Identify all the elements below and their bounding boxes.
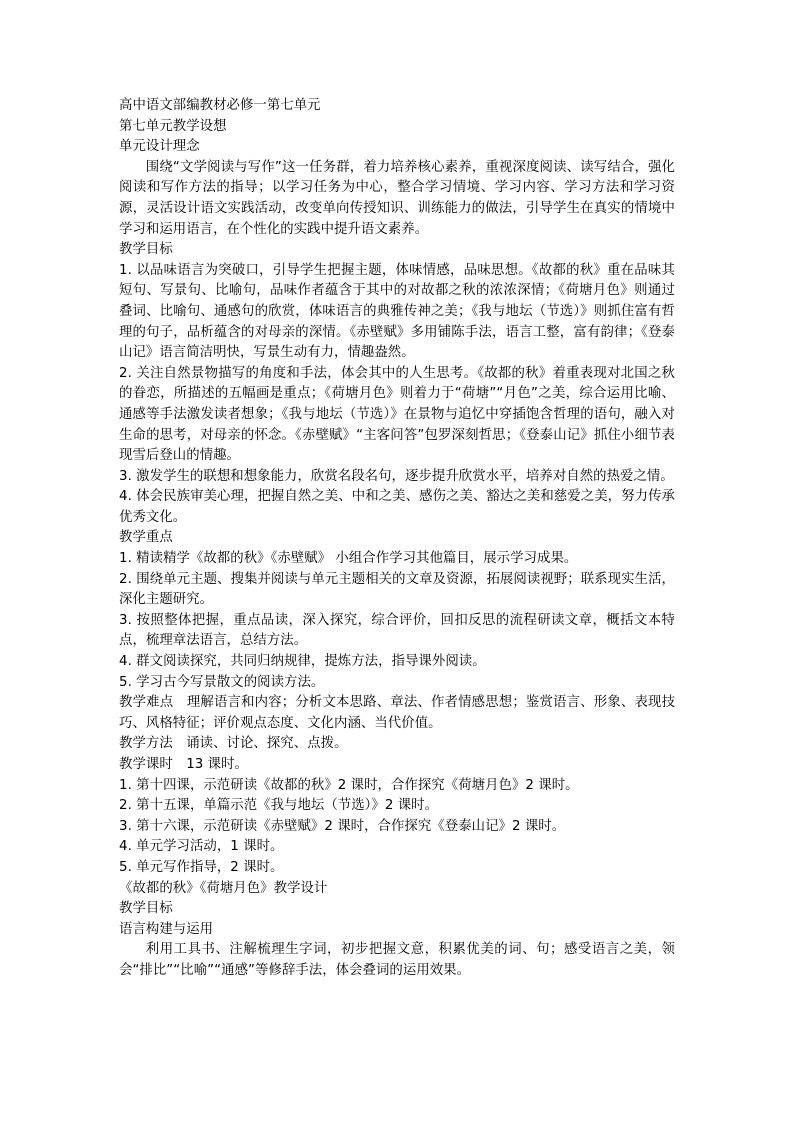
schedule-item: 1. 第十四课，示范研读《故都的秋》2 课时，合作探究《荷塘月色》2 课时。 [119, 777, 579, 793]
method-text: 诵读、讨论、探究、点拨。 [186, 736, 348, 752]
method-label: 教学方法 [119, 736, 173, 752]
key-point-item: 4. 群文阅读探究，共同归纳规律，提炼方法，指导课外阅读。 [119, 654, 486, 670]
key-point-item: 5. 学习古今写景散文的阅读方法。 [119, 674, 325, 690]
key-point-item: 2. 围绕单元主题、搜集并阅读与单元主题相关的文章及资源，拓展阅读视野；联系现实生活，深化主题研究。 [119, 571, 675, 608]
schedule-item: 2. 第十五课，单篇示范《我与地坛（节选）》2 课时。 [119, 798, 439, 814]
schedule-item: 3. 第十六课，示范研读《赤壁赋》2 课时，合作探究《登泰山记》2 课时。 [119, 818, 566, 834]
hours-paragraph [119, 755, 675, 776]
schedule-item: 5. 单元写作指导，2 课时。 [119, 859, 284, 875]
language-paragraph: 利用工具书、注解梳理生字词，初步把握文意，积累优美的词、句；感受语言之美，领会“排比”“比喻”“通感”等修辞手法，体会叠词的运用效果。 [119, 942, 675, 978]
document-page [119, 96, 675, 982]
lesson-objectives-heading: 教学目标 [119, 901, 173, 917]
key-point-item: 1. 精读精学《故都的秋》《赤壁赋》 小组合作学习其他篇目，展示学习成果。 [119, 551, 578, 567]
design-concept-paragraph: 围绕“文学阅读与写作”这一任务群，着力培养核心素养，重视深度阅读、读写结合，强化阅读和写作方法的指导；以学习任务为中心，整合学习情境、学习内容、学习方法和学习资源，灵活设计语文实践活动，改变单向传授知识、训练能力的做法，引导学生在真实的情境中学习和运用语言，在个性化的实践中提升语文素养。 [119, 159, 675, 237]
objective-item: 1. 以品味语言为突破口，引导学生把握主题，体味情感，品味思想。《故都的秋》重在品味其短句、写景句、比喻句，品味作者蕴含于其中的对故都之秋的浓浓深情；《荷塘月色》则通过叠词、比喻句、通感句的欣赏，体味语言的典雅传神之美；《我与地坛（节选）》则抓住富有哲理的句子，品析蕴含的对母亲的深情。《赤壁赋》多用铺陈手法，语言工整，富有韵律；《登泰山记》语言简洁明快，写景生动有力，情趣盎然。 [119, 262, 675, 361]
objective-item: 4. 体会民族审美心理，把握自然之美、中和之美、感伤之美、豁达之美和慈爱之美，努力传承优秀文化。 [119, 489, 675, 525]
lesson-heading: 《故都的秋》《荷塘月色》教学设计 [119, 880, 328, 896]
objective-item: 3. 激发学生的联想和想象能力，欣赏名段名句，逐步提升欣赏水平，培养对自然的热爱之情。 [119, 468, 674, 484]
objectives-heading: 教学目标 [119, 242, 173, 258]
key-points-heading: 教学重点 [119, 530, 173, 546]
difficulty-label: 教学难点 [119, 695, 174, 711]
design-concept-heading: 单元设计理念 [119, 139, 200, 155]
method-paragraph [119, 734, 675, 755]
hours-text: 13 课时。 [186, 757, 248, 772]
unit-heading: 第七单元教学设想 [119, 118, 227, 134]
language-heading: 语言构建与运用 [119, 921, 214, 937]
hours-label: 教学课时 [119, 757, 173, 772]
key-point-item: 3. 按照整体把握，重点品读，深入探究，综合评价，回扣反思的流程研读文章，概括文本特点，梳理章法语言，总结方法。 [119, 612, 675, 649]
difficulty-text: 理解语言和内容；分析文本思路、章法、作者情感思想；鉴赏语言、形象、表现技巧、风格特征；评价观点态度、文化内涵、当代价值。 [119, 695, 676, 731]
objective-item: 2. 关注自然景物描写的角度和手法，体会其中的人生思考。《故都的秋》着重表现对北国之秋的眷恋，所描述的五幅画是重点；《荷塘月色》则着力于“荷塘”“月色”之美，综合运用比喻、通感等手法激发读者想象；《我与地坛（节选）》在景物与追忆中穿插饱含哲理的语句，融入对生命的思考，对母亲的怀念。《赤壁赋》“主客问答”包罗深刻哲思；《登泰山记》抓住小细节表现雪后登山的情趣。 [119, 365, 675, 464]
document-title: 高中语文部编教材必修一第七单元 [119, 98, 321, 113]
difficulty-paragraph [119, 693, 675, 734]
schedule-item: 4. 单元学习活动，1 课时。 [119, 839, 284, 855]
